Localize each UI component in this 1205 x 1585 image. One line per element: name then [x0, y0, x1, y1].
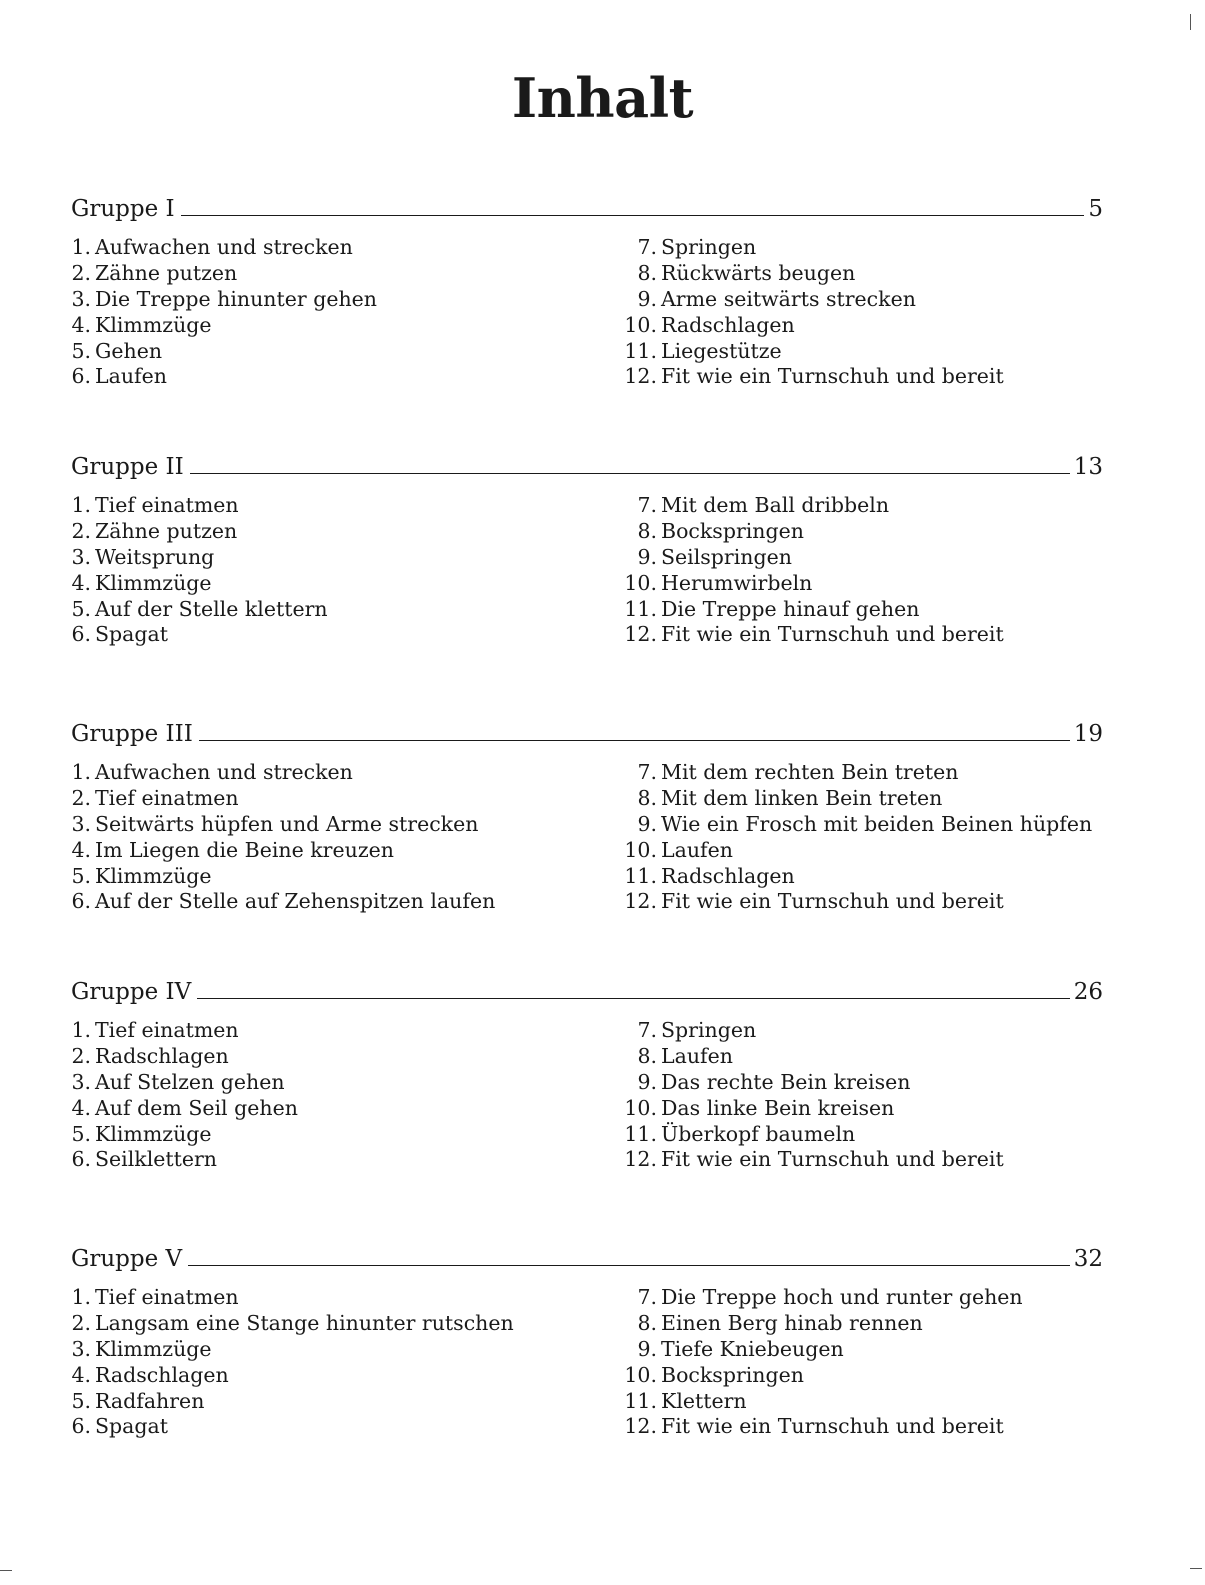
exercise-label: Radschlagen [95, 1043, 229, 1068]
exercise-number: 3. [71, 1336, 91, 1361]
exercise-number: 4. [71, 1095, 91, 1120]
exercise-item [601, 571, 1004, 597]
group-title: Gruppe IV [71, 979, 192, 1005]
exercise-number: 2. [71, 785, 91, 810]
toc-group-heading[interactable] [71, 971, 1103, 1005]
exercise-number: 8. [637, 260, 657, 285]
exercise-number: 1. [71, 235, 91, 259]
exercise-number: 11. [624, 1121, 657, 1146]
exercise-list-right [601, 760, 1092, 915]
exercise-number: 8. [637, 518, 657, 543]
exercise-columns [71, 1018, 1103, 1173]
exercise-label: Radschlagen [661, 863, 795, 888]
exercise-item [71, 760, 601, 786]
toc-group-heading[interactable] [71, 446, 1103, 480]
exercise-label: Das rechte Bein kreisen [661, 1069, 911, 1094]
exercise-number: 12. [624, 889, 657, 914]
exercise-item [71, 1096, 601, 1122]
crop-mark-bottom-left [0, 1570, 12, 1571]
exercise-item [601, 1337, 1023, 1363]
exercise-item [71, 493, 601, 519]
exercise-item [601, 1414, 1023, 1440]
exercise-item [601, 313, 1004, 339]
exercise-item [71, 313, 601, 339]
leader-line [199, 740, 1070, 741]
toc-group [71, 446, 1103, 648]
exercise-label: Bockspringen [661, 1362, 804, 1387]
exercise-item [71, 889, 601, 915]
exercise-number: 12. [624, 1147, 657, 1172]
exercise-label: Die Treppe hoch und runter gehen [661, 1285, 1023, 1309]
exercise-item [601, 1122, 1004, 1148]
exercise-number: 9. [637, 1336, 657, 1361]
leader-line [181, 215, 1085, 216]
exercise-label: Arme seitwärts strecken [661, 286, 916, 311]
group-page-number: 5 [1088, 196, 1103, 222]
exercise-number: 2. [71, 1310, 91, 1335]
exercise-number: 12. [624, 1414, 657, 1439]
toc-group [71, 1238, 1103, 1440]
exercise-number: 11. [624, 596, 657, 621]
exercise-number: 7. [637, 493, 657, 517]
exercise-label: Einen Berg hinab rennen [661, 1310, 923, 1335]
exercise-number: 6. [71, 364, 91, 389]
exercise-label: Auf dem Seil gehen [95, 1095, 298, 1120]
exercise-item [71, 622, 601, 648]
exercise-label: Das linke Bein kreisen [661, 1095, 895, 1120]
exercise-label: Fit wie ein Turnschuh und bereit [661, 1147, 1004, 1172]
exercise-number: 5. [71, 1121, 91, 1146]
exercise-number: 7. [637, 235, 657, 259]
exercise-label: Klimmzüge [95, 1121, 212, 1146]
exercise-number: 2. [71, 518, 91, 543]
exercise-number: 1. [71, 493, 91, 517]
exercise-number: 6. [71, 622, 91, 647]
exercise-item [71, 571, 601, 597]
exercise-label: Klettern [661, 1388, 747, 1413]
exercise-number: 1. [71, 1018, 91, 1042]
exercise-number: 11. [624, 863, 657, 888]
exercise-label: Auf der Stelle klettern [95, 596, 328, 621]
exercise-list-right [601, 1285, 1023, 1440]
exercise-number: 9. [637, 1069, 657, 1094]
toc-group [71, 971, 1103, 1173]
exercise-number: 7. [637, 1018, 657, 1042]
exercise-item [601, 889, 1092, 915]
exercise-list-left [71, 493, 601, 648]
exercise-number: 3. [71, 544, 91, 569]
leader-line [190, 473, 1070, 474]
leader-line [188, 1265, 1070, 1266]
exercise-label: Zähne putzen [95, 260, 238, 285]
exercise-number: 5. [71, 596, 91, 621]
exercise-columns [71, 493, 1103, 648]
exercise-label: Mit dem Ball dribbeln [661, 493, 890, 517]
exercise-list-left [71, 235, 601, 390]
exercise-number: 4. [71, 570, 91, 595]
exercise-label: Klimmzüge [95, 863, 212, 888]
exercise-label: Tief einatmen [95, 1285, 239, 1309]
exercise-number: 9. [637, 544, 657, 569]
exercise-label: Klimmzüge [95, 570, 212, 595]
exercise-item [71, 597, 601, 623]
exercise-number: 4. [71, 1362, 91, 1387]
exercise-number: 6. [71, 1414, 91, 1439]
exercise-number: 8. [637, 785, 657, 810]
exercise-item [601, 812, 1092, 838]
exercise-item [71, 545, 601, 571]
exercise-number: 2. [71, 260, 91, 285]
exercise-item [71, 519, 601, 545]
exercise-item [601, 1096, 1004, 1122]
exercise-label: Radschlagen [95, 1362, 229, 1387]
exercise-item [71, 1147, 601, 1173]
exercise-item [601, 1018, 1004, 1044]
exercise-number: 9. [637, 286, 657, 311]
exercise-item [601, 1311, 1023, 1337]
exercise-number: 5. [71, 338, 91, 363]
exercise-item [71, 1389, 601, 1415]
exercise-number: 4. [71, 837, 91, 862]
exercise-item [601, 1363, 1023, 1389]
exercise-item [601, 760, 1092, 786]
exercise-columns [71, 235, 1103, 390]
exercise-label: Herumwirbeln [661, 570, 813, 595]
exercise-label: Springen [661, 1018, 757, 1042]
group-title: Gruppe I [71, 196, 175, 222]
group-title: Gruppe V [71, 1246, 183, 1272]
exercise-list-right [601, 235, 1004, 390]
exercise-label: Fit wie ein Turnschuh und bereit [661, 364, 1004, 389]
exercise-label: Bockspringen [661, 518, 804, 543]
exercise-list-right [601, 493, 1004, 648]
exercise-number: 7. [637, 1285, 657, 1309]
exercise-number: 6. [71, 889, 91, 914]
group-page-number: 19 [1073, 721, 1103, 747]
exercise-label: Tiefe Kniebeugen [661, 1336, 844, 1361]
exercise-number: 3. [71, 1069, 91, 1094]
exercise-label: Laufen [95, 364, 167, 389]
exercise-columns [71, 760, 1103, 915]
exercise-number: 10. [624, 312, 657, 337]
exercise-label: Spagat [95, 622, 168, 647]
exercise-label: Die Treppe hinunter gehen [95, 286, 377, 311]
exercise-number: 1. [71, 1285, 91, 1309]
toc-group-heading[interactable] [71, 1238, 1103, 1272]
exercise-label: Auf der Stelle auf Zehenspitzen laufen [95, 889, 496, 914]
exercise-number: 3. [71, 811, 91, 836]
exercise-number: 5. [71, 863, 91, 888]
exercise-item [601, 519, 1004, 545]
exercise-item [601, 864, 1092, 890]
group-title: Gruppe II [71, 454, 184, 480]
exercise-item [71, 1285, 601, 1311]
exercise-item [601, 1147, 1004, 1173]
toc-group [71, 188, 1103, 390]
exercise-number: 11. [624, 1388, 657, 1413]
exercise-number: 8. [637, 1043, 657, 1068]
toc-group-heading[interactable] [71, 713, 1103, 747]
exercise-item [601, 364, 1004, 390]
exercise-item [601, 597, 1004, 623]
exercise-label: Rückwärts beugen [661, 260, 856, 285]
exercise-label: Spagat [95, 1414, 168, 1439]
exercise-item [601, 786, 1092, 812]
exercise-label: Fit wie ein Turnschuh und bereit [661, 889, 1004, 914]
exercise-label: Klimmzüge [95, 1336, 212, 1361]
group-page-number: 32 [1073, 1246, 1103, 1272]
exercise-label: Tief einatmen [95, 1018, 239, 1042]
exercise-label: Fit wie ein Turnschuh und bereit [661, 1414, 1004, 1439]
exercise-item [601, 1044, 1004, 1070]
exercise-item [601, 235, 1004, 261]
exercise-number: 5. [71, 1388, 91, 1413]
exercise-label: Springen [661, 235, 757, 259]
exercise-number: 3. [71, 286, 91, 311]
exercise-label: Tief einatmen [95, 493, 239, 517]
exercise-item [71, 1018, 601, 1044]
toc-group [71, 713, 1103, 915]
exercise-label: Weitsprung [95, 544, 215, 569]
exercise-item [601, 287, 1004, 313]
exercise-item [71, 1122, 601, 1148]
exercise-item [71, 364, 601, 390]
exercise-item [601, 339, 1004, 365]
exercise-label: Auf Stelzen gehen [95, 1069, 285, 1094]
exercise-number: 1. [71, 760, 91, 784]
exercise-label: Wie ein Frosch mit beiden Beinen hüpfen [661, 811, 1093, 836]
exercise-item [71, 864, 601, 890]
exercise-label: Gehen [95, 338, 163, 363]
exercise-item [71, 838, 601, 864]
exercise-item [601, 1389, 1023, 1415]
exercise-label: Klimmzüge [95, 312, 212, 337]
exercise-list-left [71, 1285, 601, 1440]
toc-group-heading[interactable] [71, 188, 1103, 222]
exercise-label: Radfahren [95, 1388, 205, 1413]
exercise-number: 10. [624, 1362, 657, 1387]
exercise-item [71, 1311, 601, 1337]
leader-line [197, 998, 1069, 999]
exercise-item [601, 261, 1004, 287]
exercise-columns [71, 1285, 1103, 1440]
exercise-label: Liegestütze [661, 338, 782, 363]
exercise-label: Aufwachen und strecken [95, 235, 353, 259]
exercise-item [71, 1070, 601, 1096]
exercise-label: Mit dem rechten Bein treten [661, 760, 959, 784]
exercise-label: Seitwärts hüpfen und Arme strecken [95, 811, 479, 836]
group-page-number: 26 [1073, 979, 1103, 1005]
exercise-list-left [71, 760, 601, 915]
exercise-number: 6. [71, 1147, 91, 1172]
crop-mark-bottom-right [1190, 1568, 1202, 1569]
exercise-item [71, 235, 601, 261]
exercise-label: Die Treppe hinauf gehen [661, 596, 920, 621]
exercise-number: 11. [624, 338, 657, 363]
exercise-item [71, 1414, 601, 1440]
exercise-number: 12. [624, 622, 657, 647]
exercise-label: Langsam eine Stange hinunter rutschen [95, 1310, 514, 1335]
exercise-item [601, 1285, 1023, 1311]
exercise-list-left [71, 1018, 601, 1173]
exercise-item [71, 339, 601, 365]
exercise-label: Überkopf baumeln [661, 1121, 856, 1146]
exercise-number: 8. [637, 1310, 657, 1335]
exercise-item [71, 786, 601, 812]
exercise-item [601, 545, 1004, 571]
exercise-item [71, 1363, 601, 1389]
exercise-item [71, 261, 601, 287]
exercise-number: 10. [624, 570, 657, 595]
exercise-label: Tief einatmen [95, 785, 239, 810]
exercise-item [71, 1337, 601, 1363]
exercise-label: Laufen [661, 1043, 733, 1068]
exercise-label: Seilspringen [661, 544, 792, 569]
exercise-label: Radschlagen [661, 312, 795, 337]
exercise-item [601, 622, 1004, 648]
exercise-list-right [601, 1018, 1004, 1173]
exercise-item [71, 287, 601, 313]
exercise-item [601, 1070, 1004, 1096]
exercise-number: 4. [71, 312, 91, 337]
exercise-item [71, 1044, 601, 1070]
exercise-number: 10. [624, 1095, 657, 1120]
group-page-number: 13 [1073, 454, 1103, 480]
exercise-item [601, 838, 1092, 864]
exercise-number: 10. [624, 837, 657, 862]
exercise-label: Zähne putzen [95, 518, 238, 543]
exercise-label: Fit wie ein Turnschuh und bereit [661, 622, 1004, 647]
exercise-label: Seilklettern [95, 1147, 218, 1172]
exercise-number: 12. [624, 364, 657, 389]
exercise-item [71, 812, 601, 838]
crop-mark-top-right [1190, 14, 1191, 30]
exercise-label: Im Liegen die Beine kreuzen [95, 837, 394, 862]
group-title: Gruppe III [71, 721, 193, 747]
exercise-label: Laufen [661, 837, 733, 862]
exercise-number: 7. [637, 760, 657, 784]
exercise-number: 2. [71, 1043, 91, 1068]
page-title: Inhalt [511, 66, 694, 130]
exercise-item [601, 493, 1004, 519]
exercise-label: Mit dem linken Bein treten [661, 785, 943, 810]
exercise-label: Aufwachen und strecken [95, 760, 353, 784]
exercise-number: 9. [637, 811, 657, 836]
